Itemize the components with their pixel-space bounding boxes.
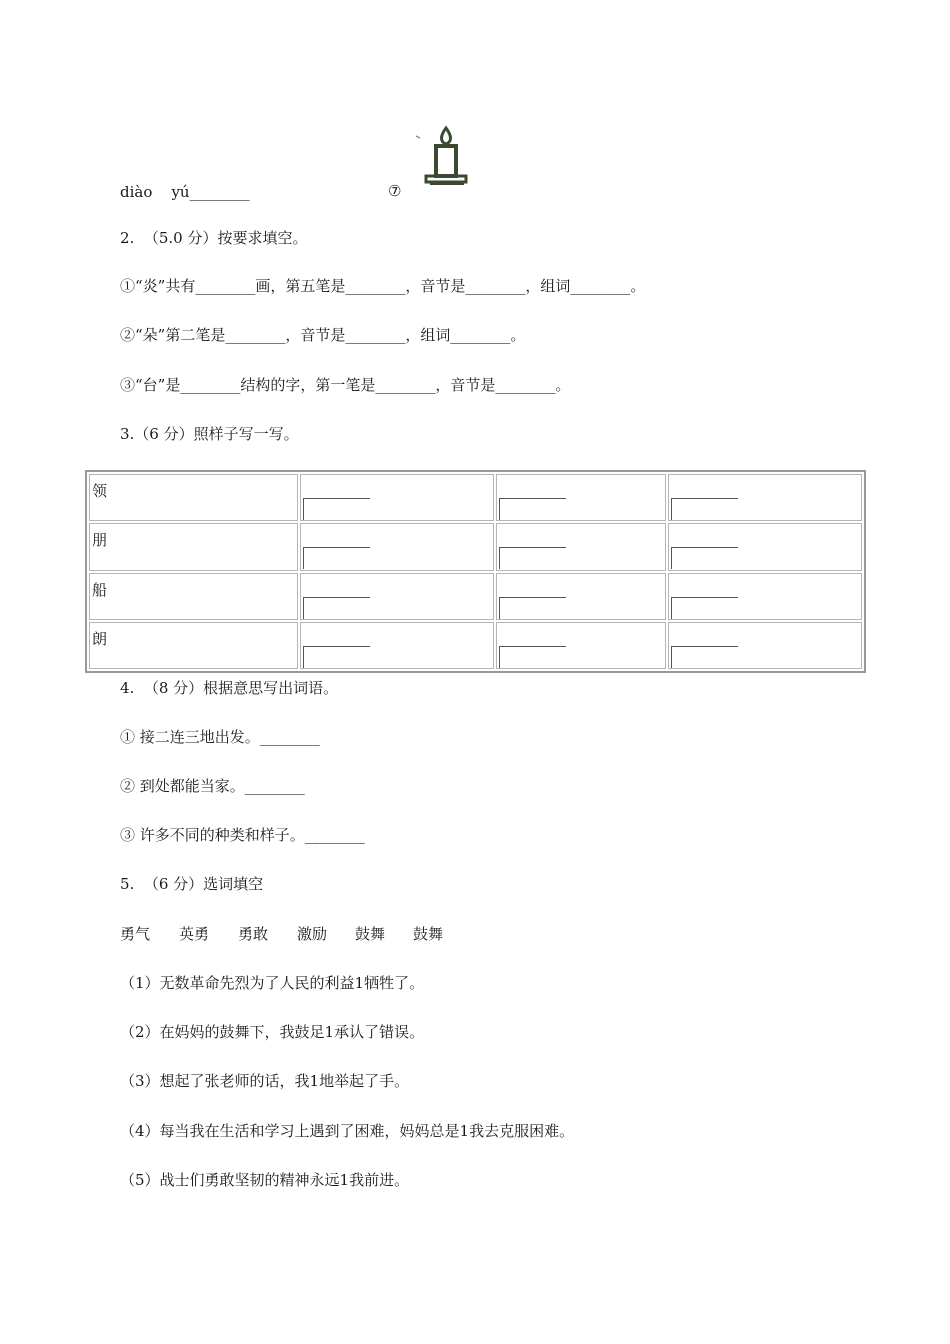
table-row (89, 573, 862, 620)
answer-cell[interactable] (300, 474, 494, 521)
table-row (89, 474, 862, 521)
q5-item: （4）每当我在生活和学习上遇到了困难，妈妈总是1我去克服困难。 (120, 1122, 575, 1140)
answer-cell[interactable] (668, 622, 862, 669)
q5-item: （1）无数革命先烈为了人民的利益1牺牲了。 (120, 974, 425, 992)
q2-item: ②“朵”第二笔是________，音节是________，组词________。 (120, 326, 526, 344)
answer-cell[interactable] (668, 474, 862, 521)
q4-item: ③ 许多不同的种类和样子。________ (120, 826, 365, 844)
q4-item: ① 接二连三地出发。________ (120, 728, 320, 746)
word-option: 鼓舞 (413, 925, 444, 943)
answer-cell[interactable] (300, 573, 494, 620)
answer-cell[interactable] (496, 622, 666, 669)
q5-item: （5）战士们勇敢坚韧的精神永远1我前进。 (120, 1171, 410, 1189)
q2-item: ③“台”是________结构的字，第一笔是________，音节是________。 (120, 376, 571, 394)
example-char: 朋 (89, 523, 298, 570)
q5-title: 5. （6 分）选词填空 (120, 875, 264, 893)
example-char: 船 (89, 573, 298, 620)
answer-cell[interactable] (668, 523, 862, 570)
answer-cell[interactable] (668, 573, 862, 620)
candle-icon (410, 126, 474, 188)
q3-title: 3.（6 分）照样子写一写。 (120, 425, 299, 443)
pinyin-line: diào yú________ (120, 183, 250, 201)
q5-item: （2）在妈妈的鼓舞下，我鼓足1承认了错误。 (120, 1023, 425, 1041)
q2-title: 2. （5.0 分）按要求填空。 (120, 229, 308, 247)
circled-number: ⑦ (388, 182, 402, 200)
answer-cell[interactable] (496, 573, 666, 620)
q2-item: ①“炎”共有________画，第五笔是________，音节是________，组词________。 (120, 277, 646, 295)
table-row (89, 523, 862, 570)
answer-cell[interactable] (300, 523, 494, 570)
word-option: 鼓舞 (355, 925, 386, 943)
example-char: 朗 (89, 622, 298, 669)
answer-cell[interactable] (300, 622, 494, 669)
word-option: 激励 (297, 925, 328, 943)
answer-cell[interactable] (496, 523, 666, 570)
example-char: 领 (89, 474, 298, 521)
word-option: 勇敢 (238, 925, 269, 943)
answer-cell[interactable] (496, 474, 666, 521)
q4-title: 4. （8 分）根据意思写出词语。 (120, 679, 339, 697)
q4-item: ② 到处都能当家。________ (120, 777, 305, 795)
table-row (89, 622, 862, 669)
example-table (85, 470, 866, 673)
word-option: 勇气 (120, 925, 151, 943)
word-option: 英勇 (179, 925, 210, 943)
q5-item: （3）想起了张老师的话，我1地举起了手。 (120, 1072, 410, 1090)
